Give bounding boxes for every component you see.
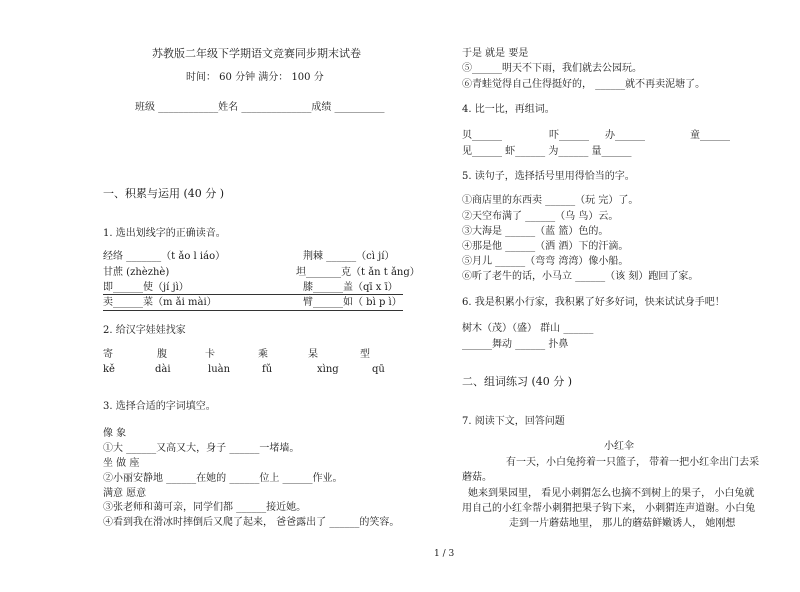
section-1-heading: 一、积累与运用 (40 分 ) — [103, 187, 225, 200]
section-2-heading: 二、组词练习 (40 分 ) — [462, 375, 573, 388]
q3-line: 像 象 — [103, 428, 127, 439]
q7-prompt: 7. 阅读下文，回答问题 — [462, 416, 565, 427]
q4-item: 童______ — [690, 130, 730, 141]
q3-line: ①大 ______又高又大，身子 ______一堵墙。 — [103, 443, 300, 454]
q5-line: ①商店里的东西卖 ______（玩 完）了。 — [462, 195, 639, 206]
q2-prompt: 2. 给汉字娃娃找家 — [103, 325, 186, 336]
q2-pinyin: dài — [155, 364, 171, 375]
page-title: 苏教版二年级下学期语文竞赛同步期末试卷 — [152, 47, 361, 60]
story-line: 有一天，小白兔挎着一只篮子， 带着一把小红伞出门去采 — [506, 457, 760, 468]
q4-row: 见______ 虾______ 为______ 量______ — [462, 146, 632, 157]
q4-prompt: 4. 比一比，再组词。 — [462, 104, 555, 115]
story-line: 蘑菇。 — [462, 472, 492, 483]
q2-char: 寄 — [103, 349, 113, 360]
word-choices: 于是 就是 要是 — [462, 48, 529, 59]
q3-line: ②小丽安静地 ______在她的 ______位上 ______作业。 — [103, 473, 343, 484]
exam-info: 时间： 60 分钟 满分： 100 分 — [186, 72, 324, 83]
q3-line: ④看到我在滑冰时摔倒后又爬了起来， 爸爸露出了 ______的笑容。 — [103, 517, 400, 528]
student-info-line: 班级 ____________姓名 ______________成绩 __________ — [135, 102, 385, 113]
q2-pinyin: kě — [103, 364, 115, 375]
q4-item: 吓______ — [549, 130, 589, 141]
q3-line: 坐 做 座 — [103, 458, 140, 469]
q1-option: 荆棘 ______（cì jí） — [303, 251, 395, 262]
story-line: 走到一片蘑菇地里， 那儿的蘑菇鲜嫩诱人， 她刚想 — [509, 518, 736, 529]
q5-line: ③大海是 ______（蓝 篮）色的。 — [462, 226, 609, 237]
q1-option: 膝______盖（qī x ī） — [303, 282, 398, 293]
q3-line: ⑤______明天不下雨，我们就去公园玩。 — [462, 63, 642, 74]
q6-line: 树木（茂）（盛） 群山 ______ — [462, 323, 594, 334]
q4-item: 贝______ — [462, 130, 502, 141]
q2-pinyin: xìng — [317, 364, 339, 375]
q4-item: 办______ — [605, 130, 645, 141]
q2-char: 乘 — [258, 349, 268, 360]
q2-char: 型 — [360, 349, 370, 360]
q6-line: ______舞动 ______ 扑鼻 — [462, 339, 569, 350]
story-line: 她来到果园里， 看见小刺猬怎么也摘不到树上的果子， 小白兔就 — [468, 488, 755, 499]
q2-pinyin: qū — [372, 364, 385, 375]
q1-option: 卖______菜（m ǎi mài） — [103, 297, 217, 308]
divider-line — [103, 310, 403, 311]
q1-option: 经络 _______（t ǎo l iáo） — [103, 251, 226, 262]
q1-option: 甘蔗 (zhèzhè) — [103, 267, 170, 278]
q1-prompt: 1. 选出划线字的正确读音。 — [103, 228, 226, 239]
q2-char: 腹 — [157, 349, 167, 360]
q3-line: ③张老师和蔼可亲，同学们都 ______接近她。 — [103, 502, 307, 513]
q3-prompt: 3. 选择合适的字词填空。 — [103, 401, 216, 412]
story-title: 小红伞 — [604, 441, 634, 452]
q1-option: 坦_______克（t ǎn t ǎng） — [296, 267, 420, 278]
q2-pinyin: fǔ — [262, 364, 273, 375]
story-line: 用自己的小红伞帮小刺猬把果子钩下来， 小刺猬连声道谢。小白兔 — [462, 503, 756, 514]
q3-line: 满意 愿意 — [103, 488, 147, 499]
q1-option: 即______使（jí jì） — [103, 282, 189, 293]
q5-line: ②天空布满了 ______（乌 鸟）云。 — [462, 211, 619, 222]
q2-char: 杲 — [308, 349, 318, 360]
q1-option: 臂______如（ bì p ì） — [303, 297, 402, 308]
q5-line: ④那是他 ______（洒 酒）下的汗滴。 — [462, 241, 629, 252]
divider-line — [103, 294, 403, 295]
q2-char: 卡 — [205, 349, 215, 360]
q5-line: ⑥听了老牛的话，小马立 ______（该 刻）跑回了家。 — [462, 271, 699, 282]
q5-prompt: 5. 读句子，选择括号里用得恰当的字。 — [462, 171, 635, 182]
page-number: 1 / 3 — [434, 549, 455, 559]
q3-line: ⑥青蛙觉得自己住得挺好的， ______就不再卖泥塘了。 — [462, 79, 706, 90]
q5-line: ⑤月儿 ______（弯弯 湾湾）像小船。 — [462, 256, 629, 267]
q6-prompt: 6. 我是积累小行家，我积累了好多好词，快来试试身手吧！ — [462, 297, 725, 308]
q2-pinyin: luàn — [208, 364, 231, 375]
